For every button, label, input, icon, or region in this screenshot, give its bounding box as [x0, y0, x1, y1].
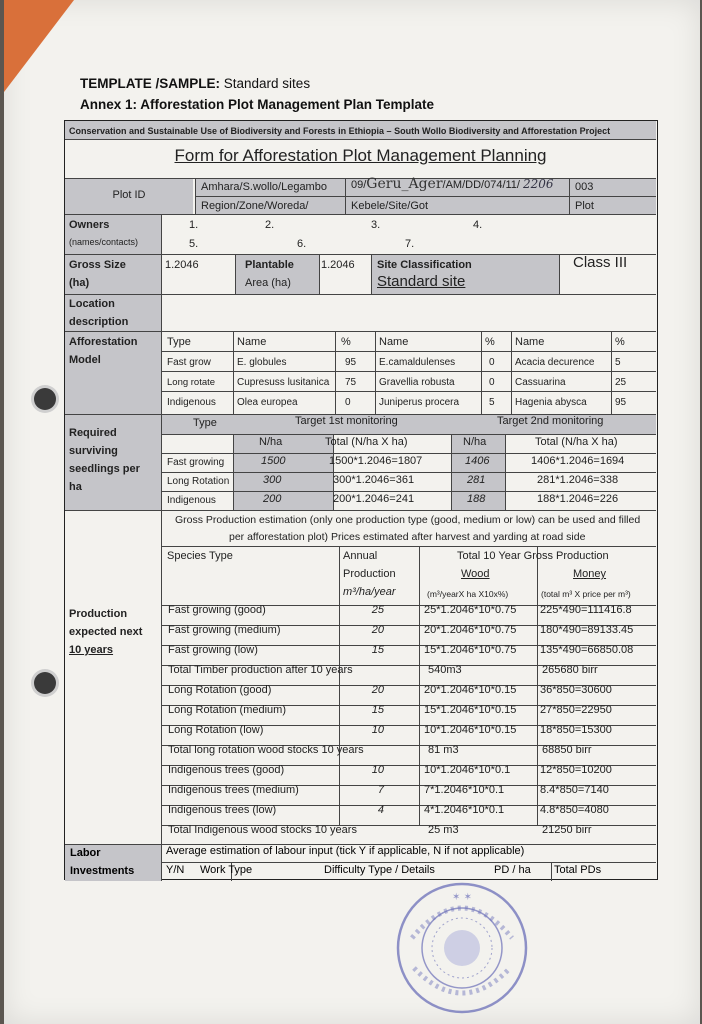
kebele-handwritten: Geru_Ager [366, 176, 443, 192]
site-class-value: Standard site [377, 273, 466, 290]
production-cell: 15 [371, 704, 384, 716]
owner-2: 2. [265, 219, 275, 231]
kebele-code: /AM/DD/074/11/ [442, 179, 524, 191]
punch-hole-bottom [34, 672, 56, 694]
model-cell: 0 [489, 377, 495, 388]
plantable-value: 1.2046 [321, 259, 355, 271]
model-header-type: Type [167, 336, 191, 348]
production-cell: 27*850=22950 [540, 704, 612, 716]
production-cell: 20 [371, 684, 384, 696]
production-cell: 25 m3 [428, 824, 459, 836]
production-cell: 15*1.2046*10*0.75 [424, 644, 517, 656]
production-cell: 4*1.2046*10*0.1 [424, 804, 505, 816]
seedlings-header-type: Type [193, 417, 217, 429]
production-cell: Indigenous trees (low) [168, 804, 277, 816]
svg-text:✶ ✶: ✶ ✶ [452, 892, 472, 903]
production-cell: 180*490=89133.45 [540, 624, 634, 636]
production-note: Gross Production estimation (only one production type (good, medium or low) can be used and filled [175, 514, 641, 526]
site-class-label: Site Classification [377, 259, 472, 271]
owner-6: 6. [297, 238, 307, 250]
seedlings-cell: 188*1.2046=226 [537, 493, 619, 505]
model-cell: 75 [345, 377, 357, 388]
production-header-annual: Annual [343, 550, 378, 562]
kebele-label: Kebele/Site/Got [351, 200, 429, 212]
production-cell: Fast growing (low) [168, 644, 258, 656]
annex-heading: Annex 1: Afforestation Plot Management Plan Template [80, 97, 435, 112]
production-cell: 15 [371, 644, 384, 656]
seedlings-cell: Long Rotation [167, 476, 230, 487]
model-cell: Hagenia abysca [515, 397, 587, 408]
model-cell: Fast grow [167, 357, 211, 368]
production-cell: 135*490=66850.08 [540, 644, 634, 656]
model-header-pct-3: % [615, 336, 625, 348]
production-cell: Total Timber production after 10 years [168, 664, 353, 676]
production-cell: Long Rotation (good) [168, 684, 272, 696]
seedlings-cell: 1500*1.2046=1807 [329, 455, 423, 467]
location-label: Location [69, 298, 115, 310]
production-cell: Long Rotation (low) [168, 724, 264, 736]
seedlings-cell: 1500 [261, 455, 286, 467]
class-value: Class III [573, 254, 628, 271]
model-cell: 0 [489, 357, 495, 368]
labor-col-pd-ha: PD / ha [494, 864, 531, 876]
model-cell: Long rotate [167, 377, 216, 388]
plantable-label: Plantable [245, 259, 294, 271]
owner-4: 4. [473, 219, 483, 231]
production-cell: 25*1.2046*10*0.75 [424, 604, 517, 616]
owners-label: Owners [69, 219, 110, 231]
production-cell: 68850 birr [542, 744, 592, 756]
production-cell: 36*850=30600 [540, 684, 612, 696]
gross-size-label: Gross Size [69, 259, 126, 271]
kebele-prefix: 09/ [351, 179, 367, 191]
kebele-year: 2206 [523, 177, 554, 191]
model-cell: 0 [345, 397, 351, 408]
seedlings-cell: 300*1.2046=361 [333, 474, 415, 486]
production-header-species: Species Type [167, 550, 233, 562]
owners-sublabel: (names/contacts) [69, 237, 139, 247]
production-label: expected next [69, 626, 143, 638]
region-value: Amhara/S.wollo/Legambo [201, 181, 327, 193]
production-cell: 4 [377, 804, 384, 816]
production-cell: Total long rotation wood stocks 10 years [168, 744, 364, 756]
paper-sheet [4, 0, 700, 1024]
model-cell: 95 [615, 397, 627, 408]
production-cell: Indigenous trees (good) [168, 764, 285, 776]
production-cell: 225*490=111416.8 [540, 604, 632, 616]
region-label: Region/Zone/Woreda/ [201, 200, 309, 212]
seedlings-cell: 1406 [465, 455, 490, 467]
production-cell: 20*1.2046*10*0.75 [424, 624, 517, 636]
model-cell: Indigenous [167, 397, 216, 408]
location-label-2: description [69, 316, 129, 328]
production-header-total: Total 10 Year Gross Production [457, 550, 609, 562]
owner-7: 7. [405, 238, 415, 250]
production-wood-formula: (m³/yearX ha X10x%) [427, 589, 509, 599]
afforestation-label-2: Model [69, 354, 101, 366]
seedlings-cell: Fast growing [167, 457, 225, 468]
labor-label-2: Investments [70, 865, 135, 877]
production-header-annual-2: Production [343, 568, 396, 580]
plantable-unit: Area (ha) [245, 277, 291, 289]
model-header-name-2: Name [379, 336, 409, 348]
seedlings-cell: 1406*1.2046=1694 [531, 455, 625, 467]
seedlings-label: Required [69, 427, 117, 439]
production-cell: 18*850=15300 [540, 724, 612, 736]
gross-size-unit: (ha) [69, 277, 90, 289]
production-cell: 8.4*850=7140 [540, 784, 609, 796]
target-2-header: Target 2nd monitoring [497, 415, 604, 427]
torn-corner [4, 0, 74, 92]
seedlings-cell: 200*1.2046=241 [333, 493, 415, 505]
seedlings-label: surviving [69, 445, 118, 457]
labor-col-total-pds: Total PDs [554, 864, 602, 876]
template-heading: TEMPLATE /SAMPLE: Standard sites [80, 76, 311, 91]
header-nha-1: N/ha [259, 436, 283, 448]
production-money-formula: (total m³ X price per m³) [541, 589, 631, 599]
production-cell: 21250 birr [542, 824, 592, 836]
gross-size-value: 1.2046 [165, 259, 199, 271]
production-cell: Fast growing (medium) [168, 624, 281, 636]
seedlings-label: ha [69, 481, 82, 493]
model-header-pct-1: % [341, 336, 351, 348]
model-cell: Cupresuss lusitanica [237, 377, 330, 388]
production-cell: 7*1.2046*10*0.1 [424, 784, 505, 796]
production-cell: 15*1.2046*10*0.15 [424, 704, 517, 716]
model-header-name-3: Name [515, 336, 545, 348]
production-cell: 265680 birr [542, 664, 598, 676]
labor-label: Labor [70, 847, 101, 859]
seedlings-cell: 200 [263, 493, 282, 505]
production-cell: Fast growing (good) [168, 604, 266, 616]
production-cell: 20 [371, 624, 384, 636]
labor-col-work-type: Work Type [200, 864, 253, 876]
model-cell: Acacia decurence [515, 357, 595, 368]
model-cell: Cassuarina [515, 377, 566, 388]
plot-label: Plot [575, 200, 594, 212]
seedlings-cell: 300 [263, 474, 282, 486]
model-cell: Olea europea [237, 397, 298, 408]
labor-note: Average estimation of labour input (tick Y if applicable, N if not applicable) [166, 845, 525, 857]
seedlings-label: seedlings per [69, 463, 140, 475]
production-cell: 10 [371, 724, 384, 736]
header-nha-2: N/ha [463, 436, 487, 448]
production-cell: Indigenous trees (medium) [168, 784, 299, 796]
plot-id-label: Plot ID [112, 189, 146, 201]
model-cell: E.camaldulenses [379, 357, 456, 368]
afforestation-label: Afforestation [69, 336, 138, 348]
labor-col-difficulty: Difficulty Type / Details [324, 864, 435, 876]
production-cell: 20*1.2046*10*0.15 [424, 684, 517, 696]
owner-5: 5. [189, 238, 199, 250]
production-cell: 10 [371, 764, 384, 776]
seedlings-cell: Indigenous [167, 495, 216, 506]
form-title: Form for Afforestation Plot Management Planning [174, 146, 547, 165]
punch-hole-top [34, 388, 56, 410]
production-cell: 540m3 [428, 664, 462, 676]
target-1-header: Target 1st monitoring [295, 415, 398, 427]
header-total-1: Total (N/ha X ha) [325, 436, 408, 448]
seedlings-cell: 188 [467, 493, 486, 505]
production-label: 10 years [69, 644, 114, 656]
model-cell: 95 [345, 357, 357, 368]
production-cell: Total Indigenous wood stocks 10 years [168, 824, 357, 836]
owner-1: 1. [189, 219, 199, 231]
model-cell: 5 [489, 397, 495, 408]
official-seal [392, 878, 532, 1018]
owner-3: 3. [371, 219, 381, 231]
production-cell: 4.8*850=4080 [540, 804, 609, 816]
seedlings-cell: 281*1.2046=338 [537, 474, 619, 486]
production-header-annual-unit: m³/ha/year [343, 586, 396, 598]
model-cell: Gravellia robusta [379, 377, 455, 388]
production-cell: 10*1.2046*10*0.1 [424, 764, 511, 776]
production-note-2: per afforestation plot) Prices estimated after harvest and yarding at road side [229, 531, 586, 543]
labor-col-yn: Y/N [166, 864, 185, 876]
production-cell: 12*850=10200 [540, 764, 612, 776]
model-cell: 5 [615, 357, 621, 368]
header-total-2: Total (N/ha X ha) [535, 436, 618, 448]
model-cell: 25 [615, 377, 627, 388]
production-cell: 10*1.2046*10*0.15 [424, 724, 517, 736]
production-cell: 81 m3 [428, 744, 459, 756]
production-cell: 7 [377, 784, 384, 796]
production-cell: Long Rotation (medium) [168, 704, 287, 716]
seedlings-cell: 281 [467, 474, 486, 486]
model-cell: Juniperus procera [379, 397, 460, 408]
project-title: Conservation and Sustainable Use of Biodiversity and Forests in Ethiopia – South Wollo Biodiversity and Afforestation Project [69, 126, 611, 136]
production-header-money: Money [573, 568, 607, 580]
plot-number: 003 [575, 181, 594, 193]
model-header-pct-2: % [485, 336, 495, 348]
production-header-wood: Wood [461, 568, 490, 580]
production-cell: 25 [371, 604, 384, 616]
model-cell: E. globules [237, 357, 287, 368]
model-header-name-1: Name [237, 336, 267, 348]
production-label: Production [69, 608, 128, 620]
